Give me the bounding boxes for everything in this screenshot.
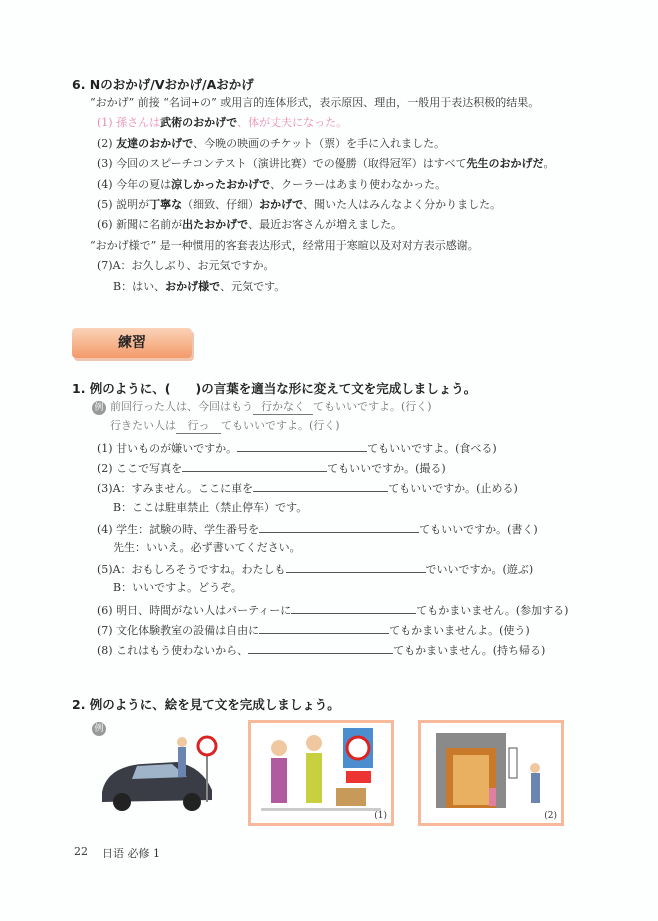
exercise-text: B：いいですよ。どうぞ。 [113,581,242,595]
example-badge: 例 [92,722,106,736]
example-picture [92,722,232,822]
grammar-text: (3) 今回のスピーチコンテスト（演讲比赛）での優勝（取得冠军）はすべて [97,157,467,171]
exercise-text: (3)A：すみません。ここに車を [97,482,254,496]
exercise-text: (2) ここで写真を [97,462,183,476]
grammar-text: 。 [543,157,555,171]
picture-label: (1) [374,811,387,821]
building-entrance-illustration [421,723,561,823]
example-text: 前回行った人は、今回はもう [110,400,253,413]
exercise-item [113,581,242,595]
answer-blank[interactable] [286,561,426,573]
exercise-2-heading: 2. 例のように、絵を見て文を完成しましょう。 [72,697,340,712]
exercise-item [113,541,301,555]
practice-label: 練習 [118,335,146,351]
grammar-highlight: 出たおかげで [182,218,249,232]
grammar-highlight: 友達のおかげで [116,136,194,150]
example-answer: 行っ [176,419,221,434]
answer-blank[interactable] [253,480,388,492]
grammar-text: “おかげ様で” 是一种惯用的客套表达形式，经常用于寒暄以及对对方表示感谢。 [90,238,479,252]
exercise-text: てもいいですか。(書く) [419,522,538,536]
answer-blank[interactable] [259,521,419,533]
car-police-illustration [92,722,232,822]
grammar-highlight: 涼しかったおかげで [171,177,271,191]
exercise-text: てもいいですか。(撮る) [327,462,446,476]
example-line-1 [92,400,432,415]
answer-blank[interactable] [291,602,416,614]
exercise-item [97,460,446,476]
grammar-text: 、最近お客さんが増えました。 [248,218,403,232]
grammar-highlight: 武術のおかげで [160,116,238,130]
exercise-text: (5)A：おもしろそうですね。わたしも [97,563,286,577]
practice-banner [72,328,192,358]
grammar-text: “おかげ” 前接 “名词+の” 或用言的连体形式，表示原因、理由，一般用于表达积极的结果。 [90,96,540,109]
exercise-text: でいいですか。(遊ぶ) [425,563,534,577]
exercise-1-heading: 1. 例のように、( )の言葉を適当な形に変えて文を完成しましょう。 [72,381,477,396]
grammar-highlight: おかげ様で [165,279,221,293]
exercise-item [97,622,530,638]
grammar-line [97,178,446,192]
exercise-text: 先生：いいえ。必ず書いてください。 [113,541,301,554]
exercise-text: てもかまいません。(参加する) [416,603,569,617]
grammar-line [97,259,275,273]
grammar-text: (4) 今年の夏は [97,177,172,191]
grammar-text: 、元気です。 [220,279,286,293]
grammar-line [90,239,479,253]
example-text: 行きたい人は [110,419,176,432]
exercise-text: (1) 甘いものが嫌いですか。 [97,442,238,455]
grammar-line [97,137,445,151]
exercise-item [97,561,533,577]
book-title: 日语 必修 1 [102,847,160,860]
answer-blank[interactable] [182,460,327,472]
exercise-text: B：ここは駐車禁止（禁止停车）です。 [113,500,308,514]
exercise-item [97,642,545,658]
grammar-text: 、聞いた人はみんなよく分かりました。 [303,198,502,211]
grammar-text: 、体が丈夫になった。 [237,116,348,130]
grammar-text: 、クーラーはあまり使わなかった。 [270,177,447,191]
exercise-item [97,521,538,537]
exercise-text: てもかまいませんよ。(使う) [389,623,530,637]
exercise-text: てもいいですか。(止める) [388,482,518,496]
section-6-heading: 6. Nのおかげ/Vおかげ/Aおかげ [72,77,254,92]
grammar-line [97,198,501,212]
exercise-item [97,602,568,618]
example-badge: 例 [92,401,106,415]
exercise-item [97,480,518,496]
grammar-line [113,280,285,294]
exercise-text: (4) 学生：試験の時、学生番号を [97,522,260,536]
grammar-highlight: 先生のおかげだ [466,157,544,171]
exercise-text: (7) 文化体験教室の設備は自由に [97,623,260,637]
answer-blank[interactable] [259,622,389,634]
exercise-text: (8) これはもう使わないから、 [97,644,249,657]
example-line-2 [110,419,340,434]
picture-1 [248,720,394,826]
no-smoking-illustration [251,723,391,823]
grammar-line [97,116,347,130]
picture-label: (2) [544,811,557,821]
page-number: 22 [74,845,88,858]
grammar-text: （细致、仔细） [182,198,260,211]
exercise-text: てもかまいません。(持ち帰る) [393,644,546,657]
grammar-highlight: 丁寧な [149,198,183,211]
grammar-text: (2) [97,136,117,150]
exercise-text: (6) 明日、時間がない人はパーティーに [97,603,292,617]
example-text: てもいいですよ。(行く) [313,400,432,413]
grammar-line [97,157,555,171]
grammar-text: B：はい、 [113,279,166,293]
exercise-item [97,440,497,456]
example-text: てもいいですよ。(行く) [221,419,340,432]
picture-2 [418,720,564,826]
answer-blank[interactable] [248,642,393,654]
answer-blank[interactable] [237,440,367,452]
grammar-text: (5) 説明が [97,198,150,211]
exercise-text: てもいいですよ。(食べる) [367,442,497,455]
exercise-item [113,501,307,515]
grammar-line [90,96,539,110]
grammar-text: (6) 新聞に名前が [97,218,183,232]
example-answer: 行かなく [253,400,313,415]
grammar-highlight: おかげで [259,198,304,211]
grammar-text: 、今晩の映画のチケット（票）を手に入れました。 [193,136,446,150]
grammar-line [97,218,402,232]
grammar-text: (1) 孫さんは [97,116,161,130]
grammar-text: (7)A：お久しぶり、お元気ですか。 [97,259,275,273]
